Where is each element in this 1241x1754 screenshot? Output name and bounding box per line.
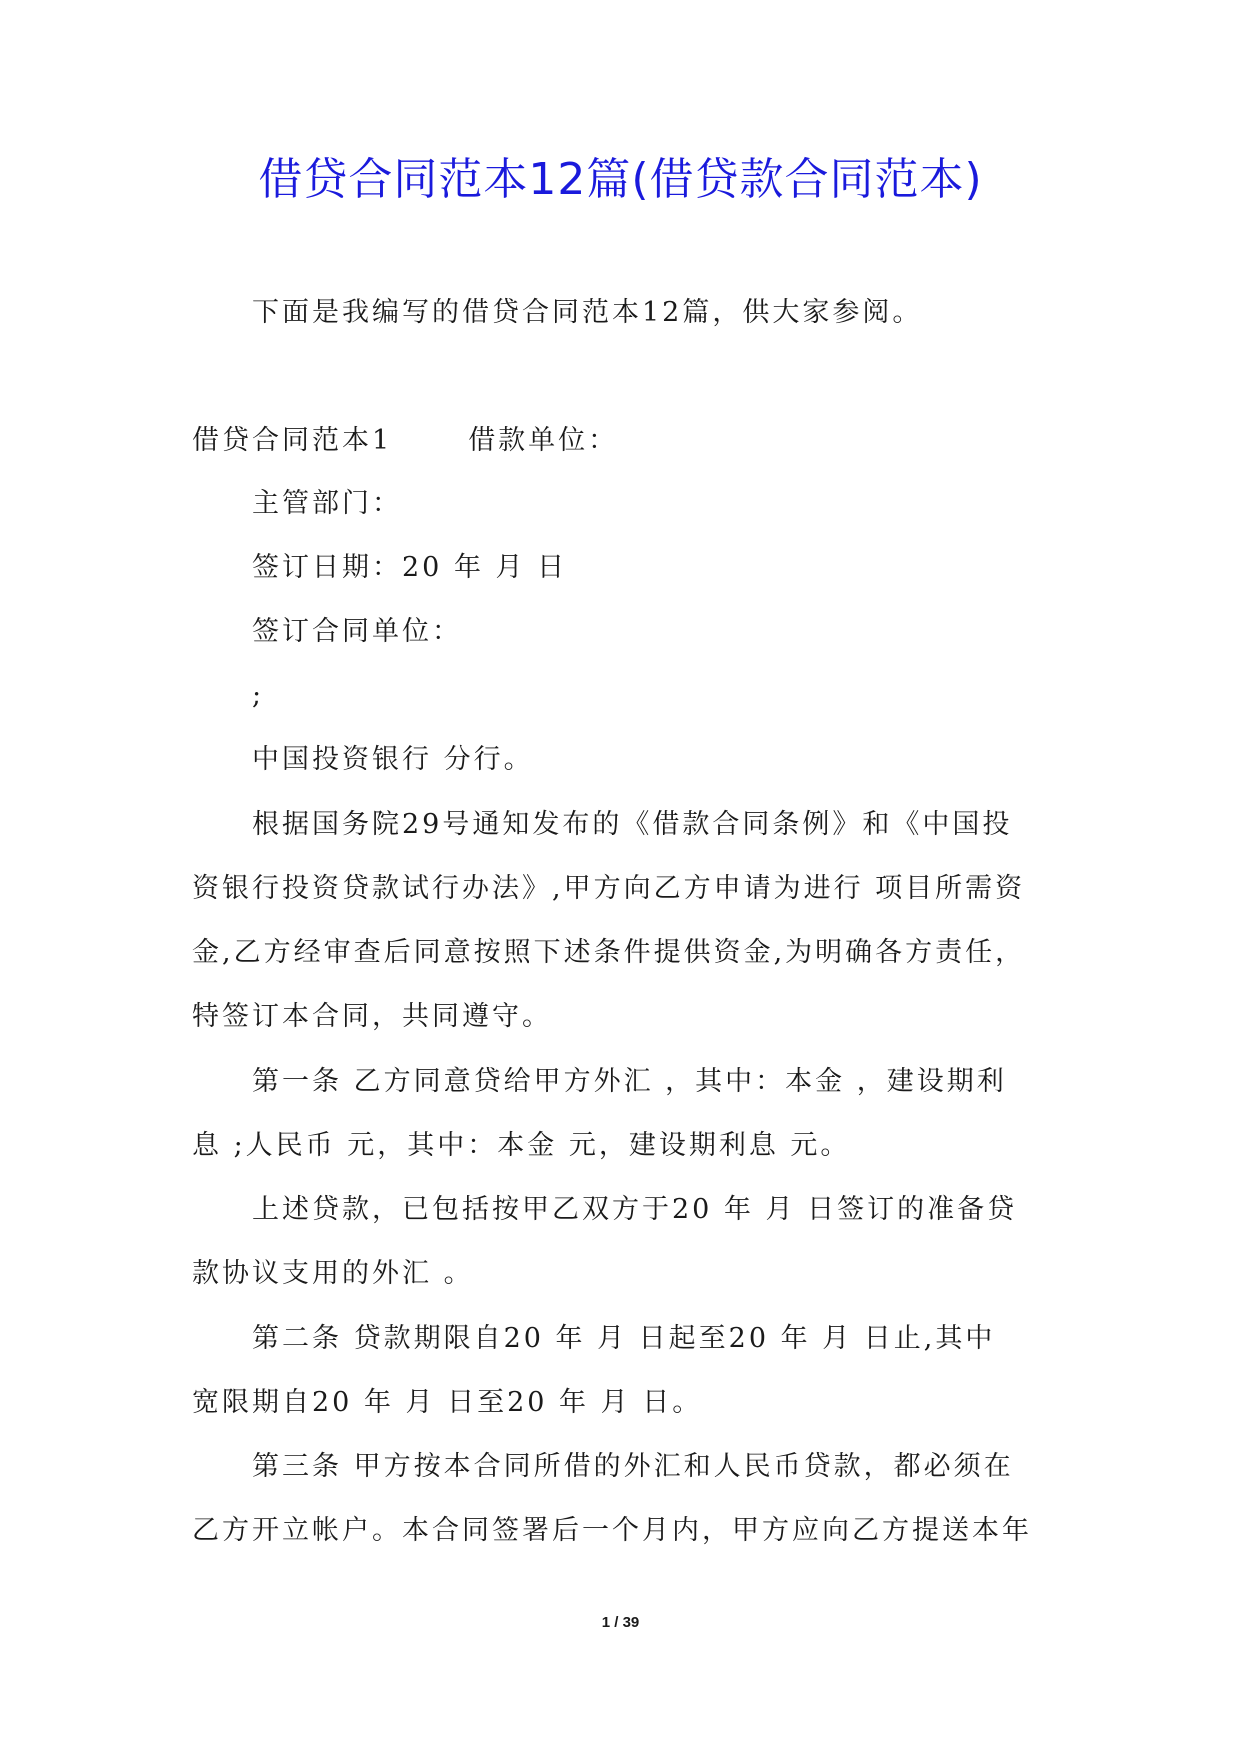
section-heading: 借贷合同范本1 bbox=[192, 425, 393, 456]
body-line: 主管部门： bbox=[252, 488, 402, 519]
body-line: 息 ;人民币 元，其中：本金 元，建设期利息 元。 bbox=[192, 1130, 851, 1161]
intro-paragraph: 下面是我编写的借贷合同范本12篇，供大家参阅。 bbox=[252, 297, 923, 328]
body-line: 第三条 甲方按本合同所借的外汇和人民币贷款，都必须在 bbox=[252, 1451, 1014, 1482]
body-line: 上述贷款，已包括按甲乙双方于20 年 月 日签订的准备贷 bbox=[252, 1194, 1018, 1225]
borrower-label: 借款单位： bbox=[468, 425, 619, 456]
body-line: 资银行投资贷款试行办法》,甲方向乙方申请为进行 项目所需资 bbox=[192, 873, 1026, 904]
body-line: 中国投资银行 分行。 bbox=[252, 744, 534, 775]
body-line: ; bbox=[252, 680, 265, 711]
body-line: 第一条 乙方同意贷给甲方外汇 ，其中：本金 ，建设期利 bbox=[252, 1066, 1007, 1097]
body-line: 签订合同单位： bbox=[252, 616, 462, 647]
section-heading-line bbox=[192, 421, 618, 461]
body-line: 特签订本合同，共同遵守。 bbox=[192, 1001, 552, 1032]
body-line: 宽限期自20 年 月 日至20 年 月 日。 bbox=[192, 1387, 703, 1418]
document-title: 借贷合同范本12篇(借贷款合同范本) bbox=[258, 154, 983, 205]
body-line: 金,乙方经审查后同意按照下述条件提供资金,为明确各方责任， bbox=[192, 937, 1026, 968]
body-line: 款协议支用的外汇 。 bbox=[192, 1258, 474, 1289]
body-line: 第二条 贷款期限自20 年 月 日起至20 年 月 日止,其中 bbox=[252, 1323, 996, 1354]
body-line: 根据国务院29号通知发布的《借款合同条例》和《中国投 bbox=[252, 809, 1013, 840]
body-line: 签订日期：20 年 月 日 bbox=[252, 552, 568, 583]
body-line: 乙方开立帐户。本合同签署后一个月内，甲方应向乙方提送本年 bbox=[192, 1515, 1032, 1546]
page-number: 1 / 39 bbox=[601, 1614, 640, 1631]
